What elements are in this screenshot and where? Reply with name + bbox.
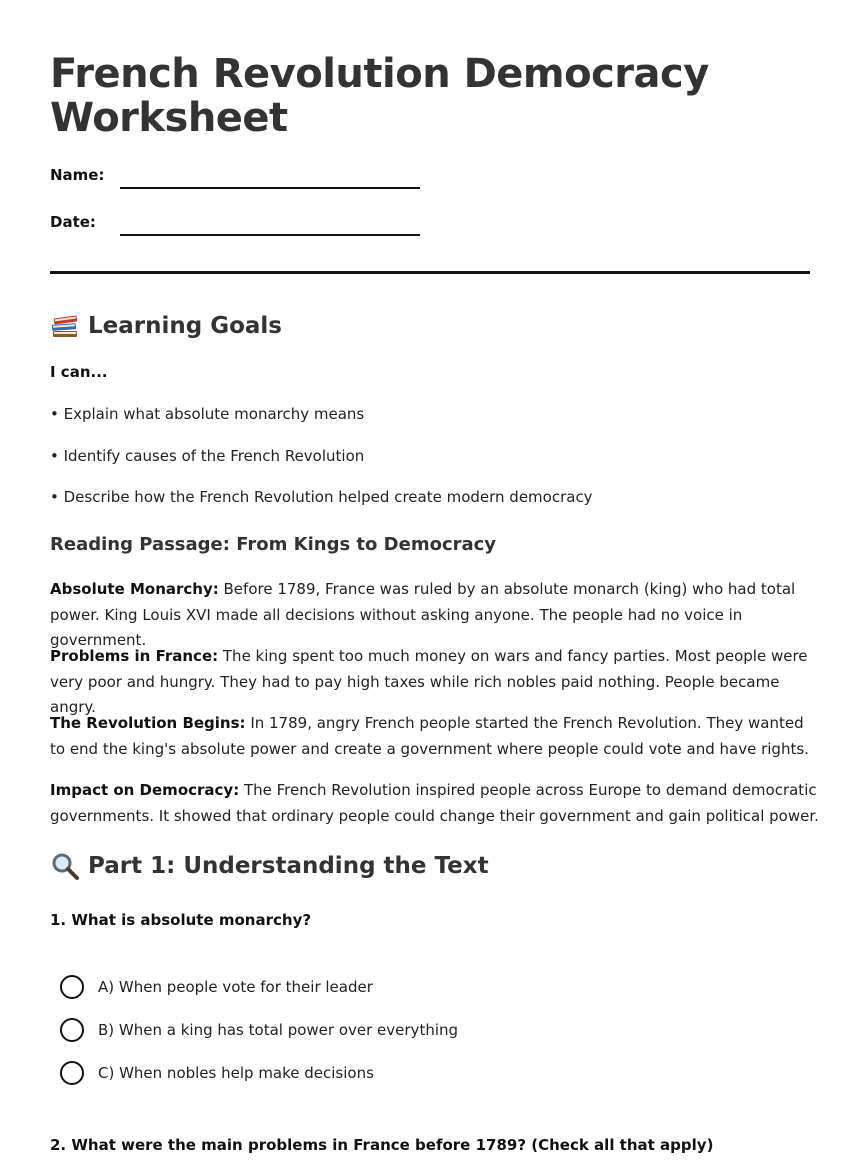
page-title: French Revolution Democracy Worksheet <box>50 51 709 141</box>
option-label: C) When nobles help make decisions <box>98 1064 374 1082</box>
header-divider <box>50 271 810 274</box>
paragraph-text: The French Revolution inspired people across Europe to demand democratic governments. It showed that ordinary people could change their government and gain political power. <box>50 781 819 825</box>
learning-goals-heading-text: Learning Goals <box>88 313 282 339</box>
date-field[interactable] <box>120 234 420 236</box>
reading-paragraph <box>50 577 820 654</box>
paragraph-label: Impact on Democracy: <box>50 781 240 799</box>
question-1: 1. What is absolute monarchy? <box>50 911 312 929</box>
question-2: 2. What were the main problems in France before 1789? (Check all that apply) <box>50 1136 714 1154</box>
paragraph-text: Before 1789, France was ruled by an absolute monarch (king) who had total power. King Louis XVI made all decisions without asking anyone. The people had no voice in government. <box>50 580 796 649</box>
part1-heading <box>50 852 489 880</box>
paragraph-text: In 1789, angry French people started the French Revolution. They wanted to end the king's absolute power and create a government where people could vote and have rights. <box>50 714 809 758</box>
learning-goals-heading <box>50 312 282 340</box>
radio-button[interactable] <box>60 1018 84 1042</box>
learning-goal-item: • Identify causes of the French Revolution <box>50 447 365 465</box>
q1-option-c[interactable] <box>60 1061 374 1085</box>
learning-goal-item: • Explain what absolute monarchy means <box>50 405 365 423</box>
magnifier-icon <box>50 852 80 880</box>
learning-goal-item: • Describe how the French Revolution helped create modern democracy <box>50 488 593 506</box>
option-label: A) When people vote for their leader <box>98 978 373 996</box>
radio-button[interactable] <box>60 1061 84 1085</box>
name-field[interactable] <box>120 187 420 189</box>
reading-passage-heading: Reading Passage: From Kings to Democracy <box>50 534 497 555</box>
reading-paragraph <box>50 711 820 762</box>
option-label: B) When a king has total power over everything <box>98 1021 459 1039</box>
part1-heading-text: Part 1: Understanding the Text <box>88 853 489 879</box>
reading-paragraph <box>50 778 820 829</box>
paragraph-label: Problems in France: <box>50 647 219 665</box>
name-label: Name: <box>50 166 105 184</box>
paragraph-label: Absolute Monarchy: <box>50 580 219 598</box>
learning-goals-intro: I can... <box>50 363 108 381</box>
reading-paragraph <box>50 644 820 721</box>
books-icon <box>50 312 80 340</box>
radio-button[interactable] <box>60 975 84 999</box>
date-label: Date: <box>50 213 96 231</box>
paragraph-label: The Revolution Begins: <box>50 714 246 732</box>
paragraph-text: The king spent too much money on wars and fancy parties. Most people were very poor and hungry. They had to pay high taxes while rich nobles paid nothing. People became angry. <box>50 647 808 716</box>
q1-option-b[interactable] <box>60 1018 458 1042</box>
q1-option-a[interactable] <box>60 975 373 999</box>
